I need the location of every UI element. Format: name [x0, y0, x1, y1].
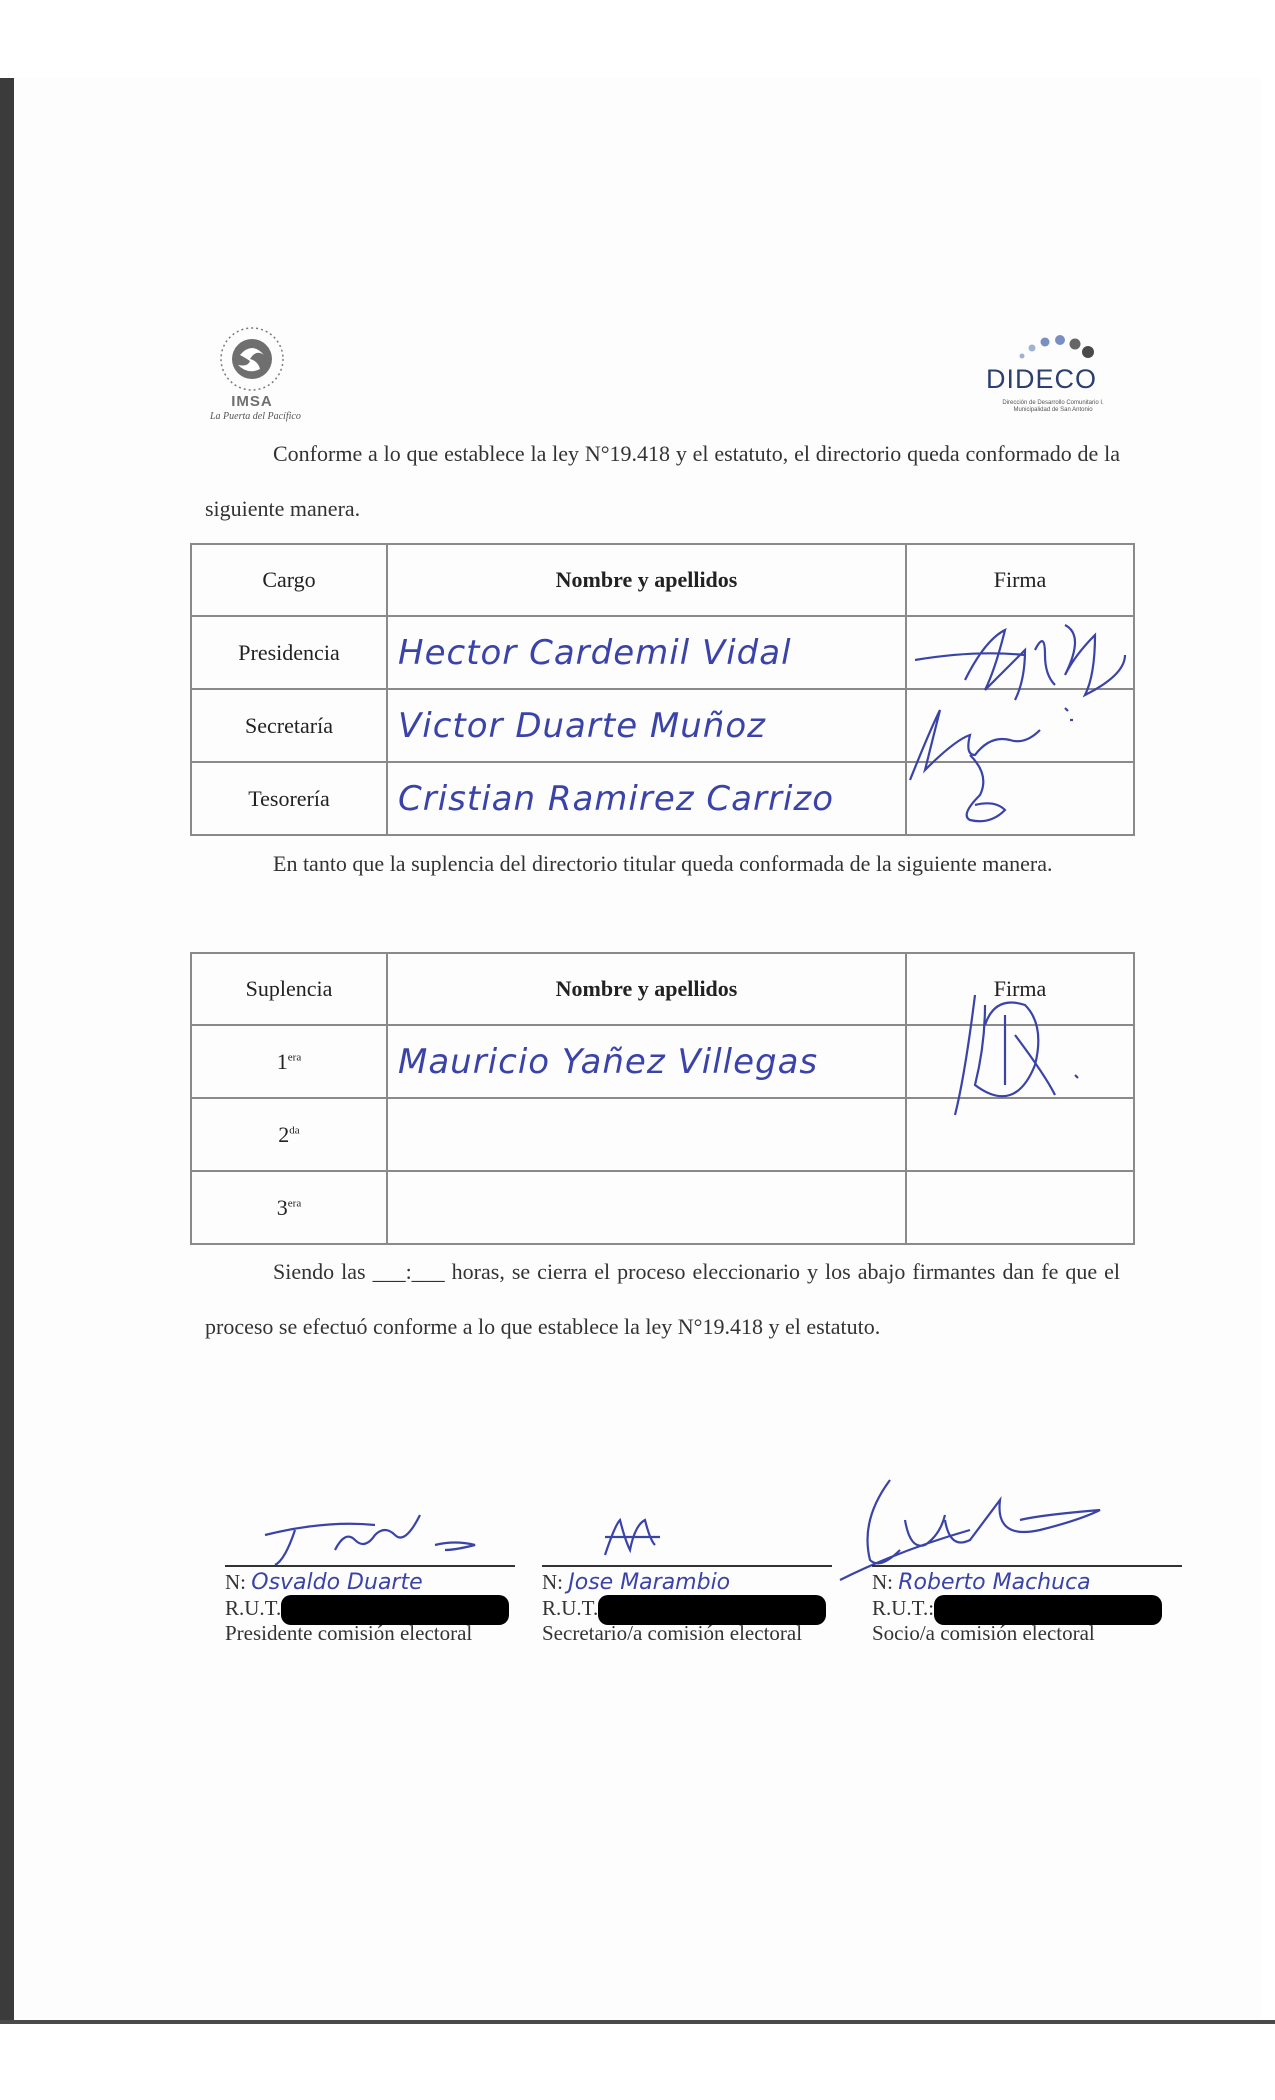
nombre-cell: Mauricio Yañez Villegas — [387, 1025, 906, 1098]
header-suplencia: Suplencia — [191, 953, 387, 1025]
imsa-logo — [196, 325, 326, 425]
imsa-tagline: La Puerta del Pacífico — [210, 411, 301, 422]
nombre-cell: Hector Cardemil Vidal — [387, 616, 906, 689]
nombre-cell: Cristian Ramirez Carrizo — [387, 762, 906, 835]
header-firma: Firma — [906, 953, 1134, 1025]
dideco-dots-icon — [1016, 330, 1096, 364]
signatory-role: Presidente comisión electoral — [225, 1621, 473, 1645]
dideco-logo — [986, 330, 1116, 420]
signature-line — [225, 1565, 515, 1567]
signatory-socio — [872, 1565, 1182, 1646]
nombre-cell — [387, 1171, 906, 1244]
header-cargo: Cargo — [191, 544, 387, 616]
header-nombre: Nombre y apellidos — [387, 953, 906, 1025]
scan-edge-bottom — [0, 2020, 1275, 2024]
dideco-name: DIDECO — [986, 364, 1098, 394]
suplencia-cell: $2^{da}$ — [191, 1098, 387, 1171]
imsa-name: IMSA — [231, 393, 273, 410]
signatory-role: Socio/a comisión electoral — [872, 1621, 1095, 1645]
signatory-presidente — [225, 1565, 515, 1646]
signatory-role: Secretario/a comisión electoral — [542, 1621, 803, 1645]
signature-firma-suplencia — [935, 975, 1095, 1135]
imsa-emblem-icon — [218, 325, 286, 393]
signature-presidente — [235, 1500, 495, 1570]
table-header-row — [191, 544, 1134, 616]
header-nombre: Nombre y apellidos — [387, 544, 906, 616]
signatory-rut-row: R.U.T.: — [872, 1595, 1182, 1621]
cargo-cell: Presidencia — [191, 616, 387, 689]
signatory-name-row: N: Jose Marambio — [542, 1570, 731, 1595]
table-row — [191, 1171, 1134, 1244]
firma-cell — [906, 1171, 1134, 1244]
closing-paragraph: Siendo las ___:___ horas, se cierra el proceso eleccionario y los abajo firmantes dan fe que el proceso se efectuó conforme a lo que establece la ley N°19.418 y el estatuto. — [205, 1259, 1120, 1339]
signature-line — [872, 1565, 1182, 1567]
scan-edge — [0, 78, 14, 2023]
cargo-cell: Tesorería — [191, 762, 387, 835]
suplencia-paragraph: En tanto que la suplencia del directorio titular queda conformada de la siguiente manera. — [273, 851, 1053, 876]
intro-paragraph: Conforme a lo que establece la ley N°19.418 y el estatuto, el directorio queda conformado de la siguiente manera. — [205, 441, 1120, 521]
dideco-subtitle: Dirección de Desarrollo Comunitario I. Municipalidad de San Antonio — [1002, 400, 1104, 413]
nombre-cell — [387, 1098, 906, 1171]
signatory-rut-row: R.U.T. — [225, 1595, 515, 1621]
signatory-name-row: N: Roberto Machuca — [872, 1570, 1091, 1595]
signature-firma-tesoreria — [950, 745, 1030, 830]
header-firma: Firma — [906, 544, 1134, 616]
signature-secretario — [600, 1515, 670, 1565]
suplencia-cell: $3^{era}$ — [191, 1171, 387, 1244]
signature-line — [542, 1565, 832, 1567]
nombre-cell: Victor Duarte Muñoz — [387, 689, 906, 762]
signatory-secretario — [542, 1565, 832, 1646]
cargo-cell: Secretaría — [191, 689, 387, 762]
signatory-name-row: N: Osvaldo Duarte — [225, 1570, 423, 1595]
suplencia-cell: $1^{era}$ — [191, 1025, 387, 1098]
signatory-rut-row: R.U.T. — [542, 1595, 832, 1621]
